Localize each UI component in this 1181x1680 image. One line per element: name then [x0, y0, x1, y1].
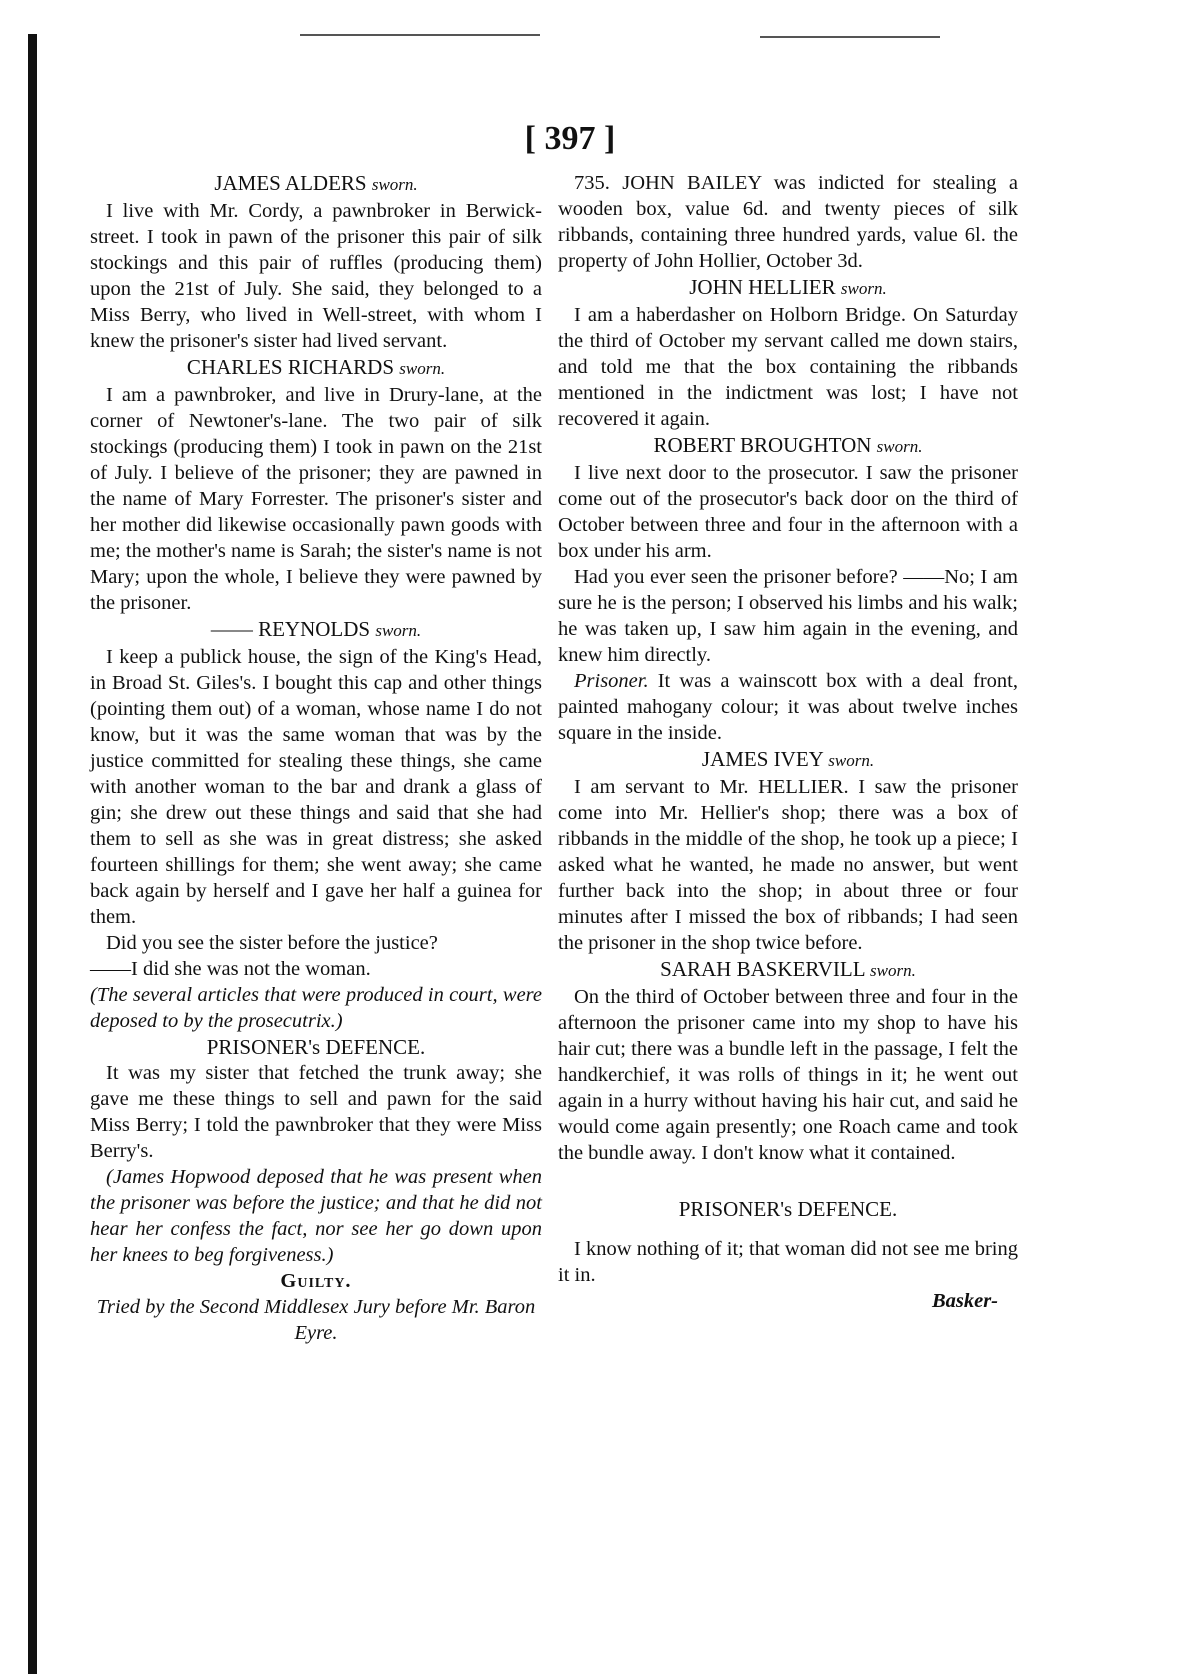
defence-paragraph: It was my sister that fetched the trunk away; she gave me these things to sell and pawn for the said Miss Berry; I told the pawnbroker that they were Miss Berry's. — [90, 1062, 542, 1162]
binding-edge — [28, 34, 37, 1674]
witness-header: JOHN HELLIER sworn. — [689, 275, 887, 299]
spacer — [558, 1166, 1018, 1196]
witness-header: ROBERT BROUGHTON sworn. — [653, 433, 923, 457]
jury-note: Tried by the Second Middlesex Jury before Mr. Baron Eyre. — [96, 1296, 536, 1344]
testimony-paragraph: I live next door to the prosecutor. I saw the prisoner come out of the prosecutor's back door on the third of October between three and four in the afternoon with a box under his arm. — [558, 462, 1018, 562]
defence-header: PRISONER's DEFENCE. — [678, 1197, 898, 1221]
testimony-paragraph: I live with Mr. Cordy, a pawnbroker in Berwick-street. I took in pawn of the prisoner this pair of silk stockings and this pair of ruffles (producing them) upon the 21st of July. She said, they belonged to a Miss Berry, who lived in Well-street, with whom I knew the prisoner's sister had lived servant. — [90, 200, 542, 352]
verdict: Guilty. — [280, 1270, 352, 1292]
witness-header: JAMES ALDERS sworn. — [214, 171, 418, 195]
catchword: Basker- — [931, 1290, 998, 1312]
witness-header: CHARLES RICHARDS sworn. — [186, 355, 446, 379]
prisoner-statement: Prisoner. It was a wainscott box with a deal front, painted mahogany colour; it was about twelve inches square in the inside. — [558, 670, 1019, 744]
court-note: (James Hopwood deposed that he was present when the prisoner was before the justice; and that he did not hear her confess the fact, nor see her go down upon her knees to beg forgiveness.) — [90, 1166, 542, 1266]
testimony-paragraph: I am servant to Mr. HELLIER. I saw the prisoner come into Mr. Hellier's shop; there was a box of ribbands in the middle of the shop, he took up a piece; I asked what he wanted, he made no answer, but went further back into the shop; in about three or four minutes after I missed the box of ribbands; I had seen the prisoner in the shop twice before. — [558, 776, 1018, 954]
indictment-paragraph: 735. JOHN BAILEY was indicted for stealing a wooden box, value 6d. and twenty pieces of silk ribbands, containing three hundred yards, value 6l. the property of John Hollier, October 3d. — [558, 172, 1018, 272]
top-margin-noise — [760, 36, 940, 38]
testimony-paragraph: I am a pawnbroker, and live in Drury-lane, at the corner of Newtoner's-lane. The two pair of silk stockings (producing them) I took in pawn on the 21st of July. I believe of the prisoner; they are pawned in the name of Mary Forrester. The prisoner's sister and her mother did likewise occasionally pawn goods with me; the mother's name is Sarah; the sister's name is not Mary; upon the whole, I believe they were pawned by the prisoner. — [90, 384, 542, 614]
question: Did you see the sister before the justice? — [106, 932, 438, 954]
right-column — [558, 170, 1018, 1314]
court-note: (The several articles that were produced in court, were deposed to by the prosecutrix.) — [90, 984, 542, 1032]
defence-header: PRISONER's DEFENCE. — [206, 1035, 426, 1059]
spacer — [558, 1222, 1018, 1236]
witness-header: —— REYNOLDS sworn. — [210, 617, 422, 641]
testimony-paragraph: I keep a publick house, the sign of the King's Head, in Broad St. Giles's. I bought this cap and other things (pointing them out) of a woman, whose name I do not know, but it was the same woman that was by the justice committed for stealing these things, she came with another woman to the bar and drank a glass of gin; she drew out these things and said that she had them to sell as she was in great distress; she asked fourteen shillings for them; she went away; she came back again by herself and I gave her half a guinea for them. — [90, 646, 542, 928]
top-margin-noise — [300, 34, 540, 36]
answer: ——I did she was not the woman. — [90, 958, 371, 980]
testimony-paragraph: On the third of October between three and four in the afternoon the prisoner came into my shop to have his hair cut; there was a bundle left in the passage, I felt the handkerchief, it was rolls of things in it; he went out again in a hurry without having his hair cut, and said he would come again presently; one Roach came and took the bundle away. I don't know what it contained. — [558, 986, 1018, 1164]
witness-header: SARAH BASKERVILL sworn. — [660, 957, 916, 981]
testimony-paragraph: I am a haberdasher on Holborn Bridge. On Saturday the third of October my servant called me down stairs, and told me that the box containing the ribbands mentioned in the indictment was lost; I have not recovered it again. — [558, 304, 1018, 430]
defence-paragraph: I know nothing of it; that woman did not see me bring it in. — [558, 1238, 1018, 1286]
witness-header: JAMES IVEY sworn. — [701, 747, 875, 771]
question-answer: Had you ever seen the prisoner before? ——No; I am sure he is the person; I observed his limbs and his walk; he was taken up, I saw him again in the evening, and knew him directly. — [558, 566, 1018, 666]
page-number: [ 397 ] — [524, 120, 616, 157]
left-column — [90, 170, 542, 1346]
